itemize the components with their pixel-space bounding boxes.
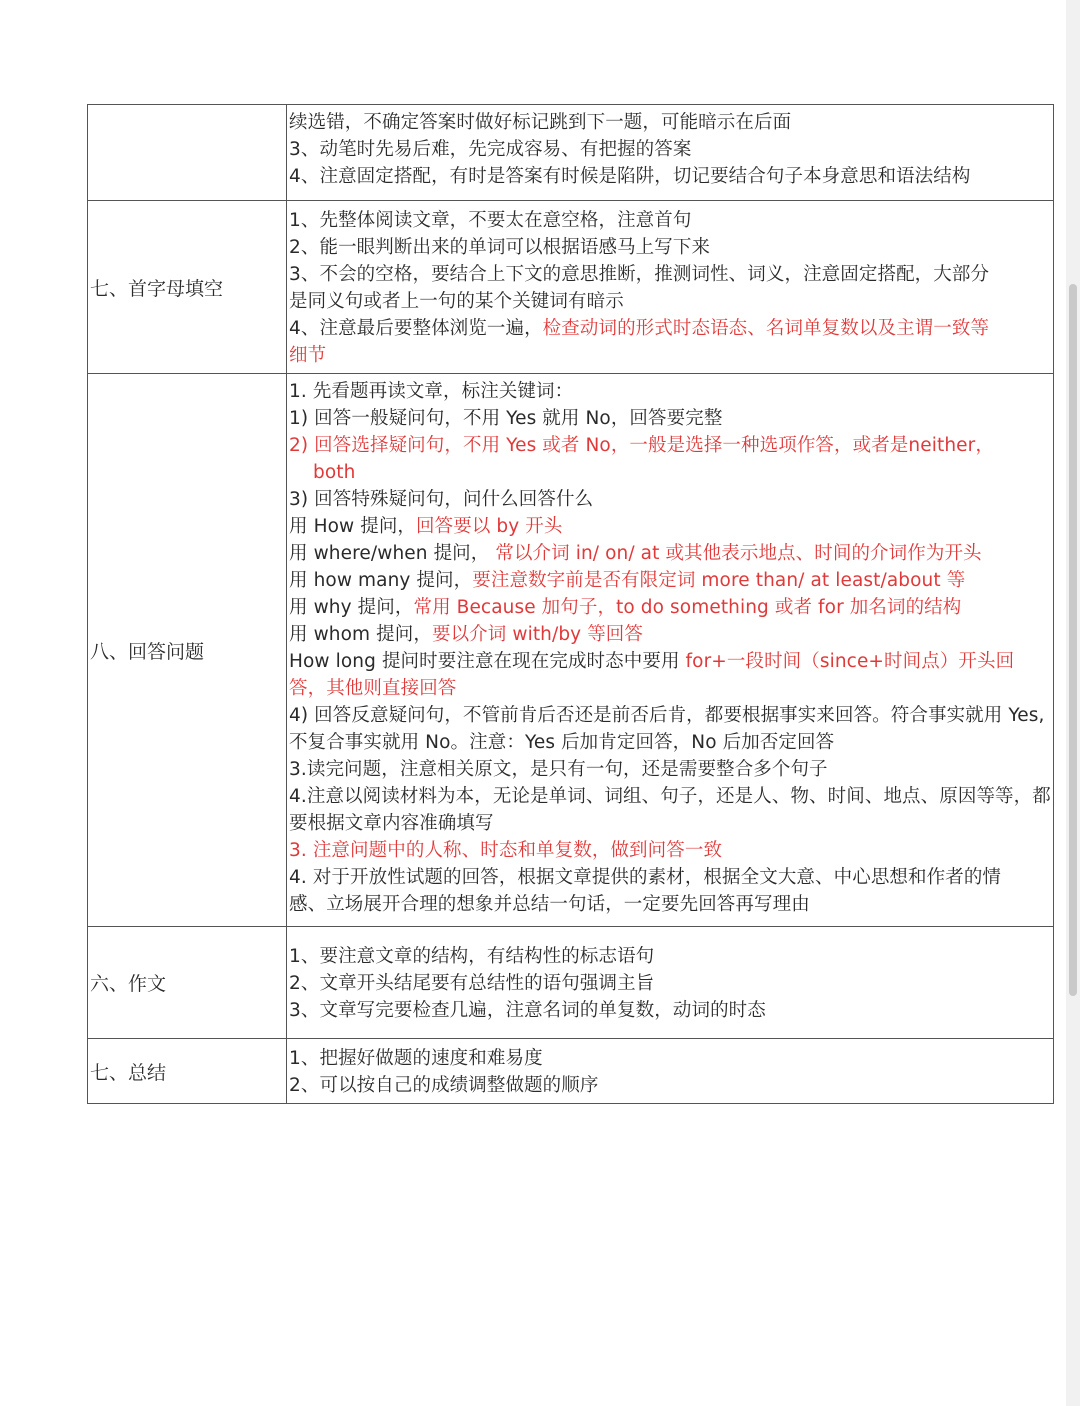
tip-line: [289, 432, 1053, 459]
body-text: 用 why 提问，: [289, 597, 414, 618]
table-row: [88, 927, 1054, 1039]
body-text: 4、注意最后要整体浏览一遍，: [289, 318, 543, 339]
section-label: 七、总结: [88, 1039, 287, 1104]
section-label: 七、首字母填空: [88, 201, 287, 374]
tip-line: [289, 109, 1053, 136]
tip-line: [289, 163, 1053, 190]
tip-line: [289, 837, 1053, 864]
tip-line: [289, 567, 1053, 594]
section-content: [287, 374, 1054, 927]
tip-line: [289, 405, 1053, 432]
tip-line: [289, 342, 1053, 369]
tip-line: [289, 970, 1053, 997]
tip-line: [289, 207, 1053, 234]
highlight-text: both: [313, 462, 356, 483]
body-text: 3、动笔时先易后难，先完成容易、有把握的答案: [289, 139, 692, 160]
section-content: [287, 201, 1054, 374]
section-content: [287, 1039, 1054, 1104]
highlight-text: for+一段时间（since+时间点）开头回: [685, 651, 1015, 672]
body-text: 3、文章写完要检查几遍，注意名词的单复数，动词的时态: [289, 1000, 766, 1021]
highlight-text: 要注意数字前是否有限定词 more than/ at least/about 等: [472, 570, 966, 591]
highlight-text: 3. 注意: [289, 840, 351, 861]
section-label: [88, 105, 287, 201]
body-text: 感、立场展开合理的想象并总结一句话，一定要先回答再写理由: [289, 894, 810, 915]
tip-line: [289, 261, 1053, 288]
table-row: [88, 374, 1054, 927]
section-content: [287, 105, 1054, 201]
table-row: [88, 1039, 1054, 1104]
body-text: 用 how many 提问，: [289, 570, 473, 591]
tip-line: [289, 486, 1053, 513]
body-text: How long 提问时要注意在现在完成时态中要用: [289, 651, 686, 672]
body-text: 4. 对于开放性试题的回答，根据文章提供的素材，根据全文大意、中心思想和作者的情: [289, 867, 1002, 888]
body-text: 是同义句或者上一句的某个关键词有暗示: [289, 291, 624, 312]
tip-line: [289, 675, 1053, 702]
body-text: 2、能一眼判断出来的单词可以根据语感马上写下来: [289, 237, 711, 258]
body-text: 1、把握好做题的速度和难易度: [289, 1048, 543, 1069]
body-text: 4.注意以阅读材料为本，无论是单词、词组、句子，还是人、物、时间、地点、原因等等，都: [289, 786, 1051, 807]
tip-line: [289, 378, 1053, 405]
body-text: 4) 回答反意疑问句，不管前肯后否还是前否后肯，都要根据事实来回答。符合事实就用 Yes,: [289, 705, 1045, 726]
tip-line: [289, 513, 1053, 540]
body-text: 要根据文章内容准确填写: [289, 813, 494, 834]
body-text: 1、先整体阅读文章，不要太在意空格，注意首句: [289, 210, 692, 231]
body-text: 4、注意固定搭配，有时是答案有时候是陷阱，切记要结合句子本身意思和语法结构: [289, 166, 971, 187]
table-row: [88, 105, 1054, 201]
scrollbar-thumb[interactable]: [1069, 284, 1077, 996]
highlight-text: 细节: [289, 345, 327, 366]
tip-line: [289, 234, 1053, 261]
body-text: 续选错，不确定答案时做好标记跳到下一题，可能暗示在后面: [289, 112, 792, 133]
tip-line: [289, 594, 1053, 621]
table-row: [88, 201, 1054, 374]
body-text: 2、文章开头结尾要有总结性的语句强调主旨: [289, 973, 655, 994]
body-text: 3) 回答特殊疑问句，问什么回答什么: [289, 489, 594, 510]
section-label: 八、回答问题: [88, 374, 287, 927]
section-content: [287, 927, 1054, 1039]
tip-line: [289, 997, 1053, 1024]
scrollbar-track[interactable]: [1066, 0, 1080, 1406]
highlight-text: 答，其他则直接回答: [289, 678, 457, 699]
section-label: 六、作文: [88, 927, 287, 1039]
body-text: 1. 先看题再读文章，标注关键词：: [289, 381, 574, 402]
body-text: 用 How 提问，: [289, 516, 417, 537]
highlight-text: 2) 回答选择疑问句，不用 Yes 或者 No，一般是选择一种选项作答，或者是neither，: [289, 435, 994, 456]
body-text: 3、不会的空格，要结合上下文的意思推断，推测词性、词义，注意固定搭配，大部分: [289, 264, 990, 285]
tip-line: [289, 756, 1053, 783]
study-tips-table: [87, 104, 1054, 1104]
tip-line: [289, 864, 1053, 891]
tip-line: [289, 1072, 1053, 1099]
tip-line: [289, 1045, 1053, 1072]
body-text: 1) 回答一般疑问句，不用 Yes 就用 No，回答要完整: [289, 408, 723, 429]
tip-line: [289, 621, 1053, 648]
tip-line: [289, 459, 1053, 486]
body-text: 1、要注意文章的结构，有结构性的标志语句: [289, 946, 655, 967]
body-text: 3.读完问题，注意相关原文，是只有一句，还是需要整合多个句子: [289, 759, 828, 780]
tip-line: [289, 943, 1053, 970]
tip-line: [289, 783, 1053, 810]
highlight-text: 常以介词 in/ on/ at 或其他表示地点、时间的介词作为开头: [495, 543, 982, 564]
tip-line: [289, 288, 1053, 315]
highlight-text: 问题中的人称、时态和单复数，做到问答一致: [350, 840, 723, 861]
highlight-text: 检查动词的形式时态语态、名词单复数以及主谓一致等: [542, 318, 990, 339]
tip-line: [289, 136, 1053, 163]
tip-line: [289, 891, 1053, 918]
highlight-text: 回答要以 by 开头: [416, 516, 563, 537]
tip-line: [289, 702, 1053, 729]
tip-line: [289, 810, 1053, 837]
tip-line: [289, 540, 1053, 567]
highlight-text: 常用 Because 加句子，to do something 或者 for 加名词的结构: [413, 597, 962, 618]
body-text: 用 whom 提问，: [289, 624, 432, 645]
body-text: 不复合事实就用 No。注意：Yes 后加肯定回答，No 后加否定回答: [289, 732, 835, 753]
tip-line: [289, 648, 1053, 675]
body-text: 用 where/when 提问，: [289, 543, 496, 564]
table-body: [88, 105, 1054, 1104]
highlight-text: 要以介词 with/by 等回答: [431, 624, 644, 645]
tip-line: [289, 729, 1053, 756]
body-text: 2、可以按自己的成绩调整做题的顺序: [289, 1075, 599, 1096]
tip-line: [289, 315, 1053, 342]
